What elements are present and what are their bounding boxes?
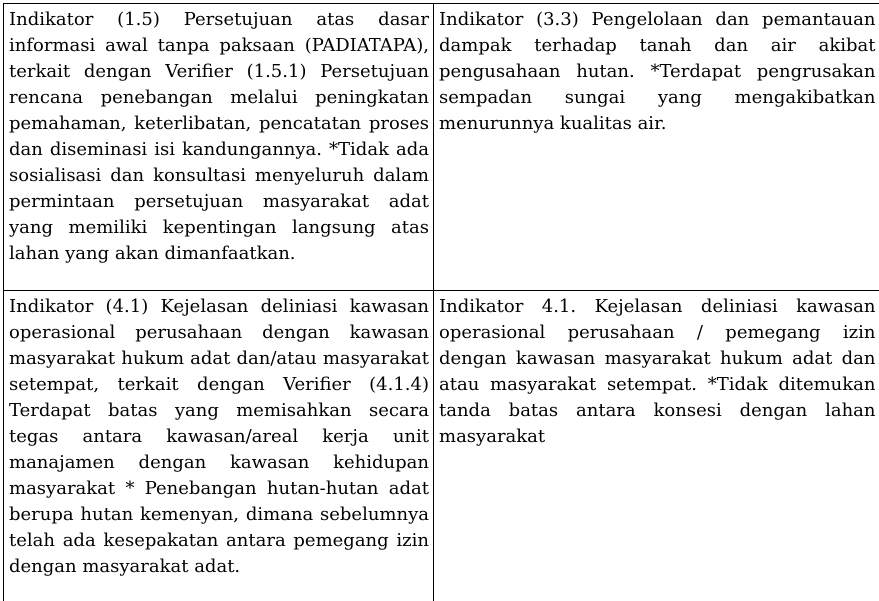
- cell-text: Indikator (4.1) Kejelasan deliniasi kawasan operasional perusahaan dengan kawasan masyarakat hukum adat dan/atau masyarakat setempat, terkait dengan Verifier (4.1.4) Terdapat batas yang memisahkan secara tegas antara kawasan/areal kerja unit manajamen dengan kawasan kehidupan masyarakat * Penebangan hutan-hutan adat berupa hutan kemenyan, dimana sebelumnya telah ada kesepakatan antara pemegang izin dengan masyarakat adat.: [9, 295, 429, 577]
- cell-text: Indikator (3.3) Pengelolaan dan pemantauan dampak terhadap tanah dan air akibat pengusahaan hutan. *Terdapat pengrusakan sempadan sungai yang mengakibatkan menurunnya kualitas air.: [439, 9, 876, 134]
- table-row: [4, 4, 879, 291]
- table-cell-indicator-3-3: [434, 4, 879, 291]
- table-cell-indicator-4-1: [434, 290, 879, 601]
- table-row: [4, 290, 879, 601]
- indicator-table: [3, 3, 879, 601]
- cell-text: Indikator 4.1. Kejelasan deliniasi kawasan operasional perusahaan / pemegang izin dengan kawasan masyarakat hukum adat dan atau masyarakat setempat. *Tidak ditemukan tanda batas antara konsesi dengan lahan masyarakat: [439, 295, 876, 447]
- cell-text: Indikator (1.5) Persetujuan atas dasar informasi awal tanpa paksaan (PADIATAPA), terkait dengan Verifier (1.5.1) Persetujuan rencana penebangan melalui peningkatan pemahaman, keterlibatan, pencatatan proses dan diseminasi isi kandungannya. *Tidak ada sosialisasi dan konsultasi menyeluruh dalam permintaan persetujuan masyarakat adat yang memiliki kepentingan langsung atas lahan yang akan dimanfaatkan.: [9, 9, 429, 264]
- table-cell-indicator-1-5: [4, 4, 434, 291]
- table-cell-indicator-4-1-verifier: [4, 290, 434, 601]
